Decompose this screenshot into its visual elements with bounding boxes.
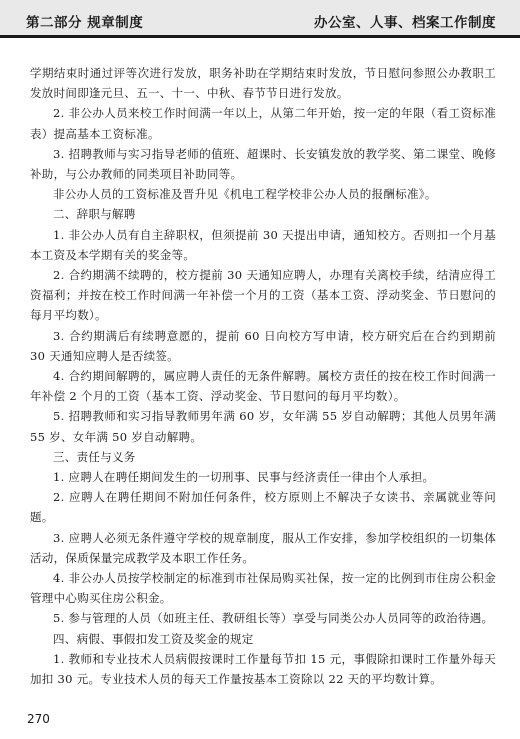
paragraph: 2. 非公办人员来校工作时间满一年以上，从第二年开始，按一定的年限（看工资标准表）提高基本工资标准。 <box>30 106 496 141</box>
section-heading: 四、病假、事假扣发工资及奖金的规定 <box>53 631 254 646</box>
paragraph: 4. 非公办人员按学校制定的标准到市社保局购买社保，按一定的比例到市住房公积金管理中心购买住房公积金。 <box>30 571 496 606</box>
paragraph: 3. 合约期满后有续聘意愿的，提前 60 日向校方写申请，校方研究后在合约到期前 30 天通知应聘人是否续签。 <box>30 328 496 363</box>
page-number: 270 <box>27 712 50 726</box>
paragraph: 5. 参与管理的人员（如班主任、教研组长等）享受与同类公办人员同等的政治待遇。 <box>53 611 494 626</box>
paragraph: 1. 应聘人在聘任期间发生的一切刑事、民事与经济责任一律由个人承担。 <box>53 470 435 485</box>
paragraph: 4. 合约期间解聘的，属应聘人责任的无条件解聘。属校方责任的按在校工作时间满一年补偿 2 个月的工资（基本工资、浮动奖金、节日慰问的每月平均数）。 <box>30 369 496 404</box>
section-heading: 三、责任与义务 <box>53 449 136 464</box>
paragraph: 学期结束时通过评等次进行发放，职务补助在学期结束时发放，节日慰问参照公办教职工发放时间即逢元旦、五一、十一、中秋、春节节日进行发放。 <box>30 66 496 101</box>
paragraph: 1. 教师和专业技术人员病假按课时工作量每节扣 15 元，事假除扣课时工作量外每天加扣 30 元。专业技术人员的每天工作量按基本工资除以 22 天的平均数计算。 <box>30 651 496 687</box>
running-header <box>0 0 520 38</box>
paragraph: 3. 招聘教师与实习指导老师的值班、超课时、长安镇发放的教学奖、第二课堂、晚修补助，与公办教师的同类项目补助同等。 <box>30 146 496 182</box>
paragraph: 5. 招聘教师和实习指导教师男年满 60 岁，女年满 55 岁自动解聘；其他人员男年满 55 岁、女年满 50 岁自动解聘。 <box>30 409 496 444</box>
section-heading: 二、辞职与解聘 <box>53 207 136 222</box>
paragraph: 2. 合约期满不续聘的，校方提前 30 天通知应聘人，办理有关离校手续，结清应得工资福利；并按在校工作时间满一年补偿一个月的工资（基本工资、浮动奖金、节日慰问的每月平均数）。 <box>30 268 496 323</box>
paragraph: 3. 应聘人必须无条件遵守学校的规章制度，服从工作安排，参加学校组织的一切集体活动，保质保量完成教学及本职工作任务。 <box>30 530 496 565</box>
part-title: 第二部分 规章制度 <box>26 15 144 31</box>
paragraph: 2. 应聘人在聘任期间不附加任何条件，校方原则上不解决子女读书、亲属就业等问题。 <box>30 490 496 525</box>
paragraph: 1. 非公办人员有自主辞职权，但须提前 30 天提出申请，通知校方。否则扣一个月基本工资及本学期有关的奖金等。 <box>30 227 496 262</box>
body-text <box>30 63 496 689</box>
paragraph: 非公办人员的工资标准及晋升见《机电工程学校非公办人员的报酬标准》。 <box>53 187 437 202</box>
chapter-title: 办公室、人事、档案工作制度 <box>314 15 496 31</box>
